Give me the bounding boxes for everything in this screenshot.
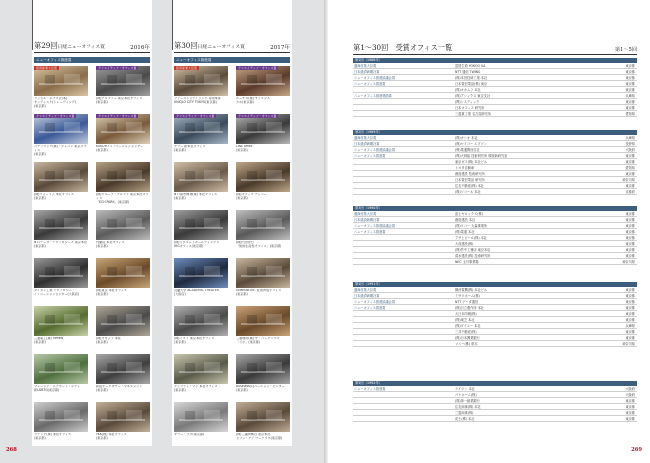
- office-photo[interactable]: [174, 114, 228, 144]
- table-row: [353, 260, 637, 265]
- award-category-cell: 日本経済新聞社賞: [354, 294, 380, 298]
- office-photo-image: [236, 162, 290, 192]
- prefecture-cell: 神奈川県: [622, 178, 635, 182]
- award-badge: クリエイティブ・オフィス賞: [176, 114, 215, 118]
- prefecture-cell: 東京都: [625, 160, 635, 164]
- office-caption: (株)内田洋行 「知的生産性オフィス」(東京都): [236, 241, 282, 248]
- table-row: [353, 236, 637, 241]
- office-name-cell: (株)電通関西支社: [455, 148, 480, 152]
- office-photo[interactable]: [174, 258, 228, 288]
- office-name-cell: 住友商事(株) 本社: [455, 405, 481, 409]
- office-photo-image: [174, 162, 228, 192]
- office-name-cell: パナホーム(株): [455, 393, 477, 397]
- prefecture-cell: 東京都: [625, 294, 635, 298]
- table-row: [353, 82, 637, 87]
- office-photo-image: [236, 306, 290, 336]
- prefecture-cell: 東京都: [625, 248, 635, 252]
- table-row: [353, 160, 637, 165]
- award-year-table: [353, 381, 637, 423]
- office-name-cell: 日本電信電話 研究所: [455, 178, 485, 182]
- office-caption: (株)リクルートホールディングス IHGオフィス(東京都): [174, 241, 220, 248]
- prefecture-cell: 長野県: [625, 142, 635, 146]
- office-photo-image: [236, 114, 290, 144]
- prefecture-cell: 東京都: [625, 100, 635, 104]
- office-name-cell: トヨタ自動車: [455, 166, 475, 170]
- office-photo-image: [34, 402, 88, 432]
- office-photo[interactable]: [96, 210, 150, 240]
- award-category-cell: ニューオフィス推進賞: [354, 387, 386, 391]
- office-photo-image: [236, 66, 290, 96]
- office-caption: ダイキン工業 テクノロジー・ イノベーションセンター(大阪府): [34, 289, 80, 296]
- office-name-cell: NTT 通信 TWINS: [455, 70, 481, 74]
- office-caption: 三菱電工(株) nimeis (東京都): [34, 337, 64, 344]
- award-29-title: 第29回: [34, 41, 58, 50]
- award-badge: クリエイティブ・オフィス賞: [98, 114, 137, 118]
- office-name-cell: 大成建設(株): [455, 242, 474, 246]
- office-name-cell: (株)シスディック: [455, 100, 480, 104]
- column-rule-30: [172, 0, 173, 50]
- office-photo-image: [174, 306, 228, 336]
- office-name-cell: 横河電機(株) 本社ビル: [455, 288, 488, 292]
- office-name-cell: (株)カシオ 本社: [455, 136, 478, 140]
- prefecture-cell: 大阪府: [625, 148, 635, 152]
- office-photo-image: [34, 354, 88, 384]
- office-caption: (株)ミスミ 東京本社オフィス (東京都): [174, 337, 215, 344]
- column-rule-29: [32, 0, 33, 50]
- prefecture-cell: 東京都: [625, 64, 635, 68]
- office-name-cell: ソニー(株) 厚木: [455, 342, 478, 346]
- office-photo-image: [34, 114, 88, 144]
- prefecture-cell: 兵庫県: [625, 136, 635, 140]
- prefecture-cell: 東京都: [625, 212, 635, 216]
- office-photo-image: [96, 402, 150, 432]
- table-row: [353, 324, 637, 329]
- table-row: [353, 212, 637, 217]
- table-row: [353, 411, 637, 416]
- table-row: [353, 106, 637, 111]
- award-year-table: [353, 58, 637, 118]
- office-photo[interactable]: [34, 162, 88, 192]
- office-photo[interactable]: [96, 258, 150, 288]
- award-category-cell: 通商産業大臣賞: [354, 64, 377, 68]
- award-category-cell: ニューオフィス推進奨励賞: [354, 94, 392, 98]
- award-category-cell: ニューオフィス推進賞: [354, 154, 386, 158]
- office-caption: サワー・ラボ(東京都): [174, 433, 205, 436]
- office-name-cell: 富士ゼロックス(株): [455, 212, 483, 216]
- office-photo-image: [96, 306, 150, 336]
- office-photo[interactable]: [96, 162, 150, 192]
- office-photo[interactable]: [96, 402, 150, 432]
- office-name-cell: (株)オカムラ 本社: [455, 88, 481, 92]
- award-30-category-bar: ニューオフィス推進賞: [174, 57, 290, 63]
- office-photo[interactable]: [236, 258, 290, 288]
- office-photo[interactable]: [174, 354, 228, 384]
- office-caption: マレーシア・エアポート・シティ 新LGBTQ(東京都): [34, 385, 81, 392]
- award-year-header: 第3回（1990年）: [353, 206, 637, 211]
- prefecture-cell: 東京都: [625, 330, 635, 334]
- prefecture-cell: 東京都: [625, 411, 635, 415]
- office-name-cell: 住友不動産(株) 本社: [455, 184, 484, 188]
- award-badge: クリエイティブ・オフィス賞: [238, 114, 277, 118]
- prefecture-cell: 東京都: [625, 172, 635, 176]
- table-row: [353, 100, 637, 105]
- award-30-subtitle: 日経ニューオフィス賞: [197, 45, 245, 50]
- office-photo[interactable]: [34, 402, 88, 432]
- office-name-cell: 富国生命 YOKOO SA: [455, 64, 486, 68]
- office-caption: (株)オフィス ナンバー (東京都): [236, 193, 267, 200]
- office-name-cell: 三井不動産(株): [455, 330, 477, 334]
- table-row: [353, 248, 637, 253]
- office-photo-image: [236, 402, 290, 432]
- office-caption: LINE office (東京都): [236, 145, 253, 152]
- office-caption: パナソニック(株)・ジャパン 東京オフィス (東京都): [34, 145, 87, 156]
- office-photo-image: [96, 114, 150, 144]
- prefecture-cell: 東京都: [625, 312, 635, 316]
- office-caption: Scientist Inc. 社員育成オフィス (東京都): [236, 289, 282, 296]
- award-category-cell: 通商産業大臣賞: [354, 288, 377, 292]
- prefecture-cell: 神奈川県: [622, 260, 635, 264]
- prefecture-cell: 東京都: [625, 336, 635, 340]
- office-name-cell: 三菱商事(株): [455, 411, 474, 415]
- award-category-cell: 日本経済新聞社賞: [354, 70, 380, 74]
- prefecture-cell: 愛知県: [625, 166, 635, 170]
- award-year-header: 第2回（1989年）: [353, 130, 637, 135]
- table-row: [353, 330, 637, 335]
- office-photo[interactable]: [96, 354, 150, 384]
- office-name-cell: 日本オフィス 研究所: [455, 106, 485, 110]
- prefecture-cell: 東京都: [625, 230, 635, 234]
- prefecture-cell: 東京都: [625, 254, 635, 258]
- table-row: [353, 342, 637, 347]
- table-row: [353, 172, 637, 177]
- table-row: [353, 218, 637, 223]
- prefecture-cell: 東京都: [625, 218, 635, 222]
- office-caption: アップティ・マン 本社オフィス (東京都): [174, 385, 218, 392]
- prefecture-cell: 東京都: [625, 88, 635, 92]
- office-name-cell: 花王(株) 本社: [455, 417, 475, 421]
- table-row: [353, 154, 637, 159]
- office-name-cell: NTT データ通信: [455, 300, 479, 304]
- office-photo-image: [174, 114, 228, 144]
- table-row: [353, 184, 637, 189]
- award-list-title: 第1〜30回 受賞オフィス一覧: [353, 43, 453, 52]
- prefecture-cell: 東京都: [625, 399, 635, 403]
- table-row: [353, 405, 637, 410]
- office-name-cell: (株)第一勧業銀行: [455, 399, 480, 403]
- table-row: [353, 300, 637, 305]
- office-name-cell: (株)本田技研工業 本社: [455, 76, 488, 80]
- office-name-cell: 鹿島建設 本社: [455, 218, 476, 222]
- office-photo-image: [96, 162, 150, 192]
- award-list-header: [353, 44, 637, 55]
- office-photo-image: [96, 354, 150, 384]
- office-photo[interactable]: [174, 210, 228, 240]
- office-caption: YKK(株) 本社オフィス (東京都): [96, 433, 127, 440]
- office-photo[interactable]: [236, 354, 290, 384]
- office-name-cell: NEC 玉川事業場: [455, 260, 479, 264]
- table-row: [353, 288, 637, 293]
- office-photo-image: [96, 210, 150, 240]
- award-year-table: [353, 206, 637, 266]
- table-row: [353, 312, 637, 317]
- office-caption: ラテック(株) 本社オフィス (東京都): [34, 433, 72, 440]
- table-row: [353, 76, 637, 81]
- award-30-title: 第30回: [174, 41, 198, 50]
- office-photo[interactable]: [174, 402, 228, 432]
- prefecture-cell: 東京都: [625, 288, 635, 292]
- award-30-header: [174, 42, 290, 53]
- office-photo-image: [174, 354, 228, 384]
- office-name-cell: 日本電信電話(株) 東京: [455, 82, 488, 86]
- office-caption: ヤフー 新本社オフィス (東京都): [174, 145, 206, 152]
- table-row: [353, 387, 637, 392]
- award-category-cell: ニューオフィス推進協議会賞: [354, 76, 396, 80]
- office-caption: ラッセル・ホブス(日本) サンディスク(トレーディング) (東京都): [34, 97, 76, 108]
- office-photo-image: [174, 402, 228, 432]
- office-name-cell: (株)ワコール 本社: [455, 190, 481, 194]
- award-category-cell: 日本経済新聞社賞: [354, 218, 380, 222]
- table-row: [353, 318, 637, 323]
- office-caption: 新宿オークタワー・マネジメント (東京都): [96, 385, 143, 392]
- award-category-cell: 通商産業大臣賞: [354, 212, 377, 216]
- award-category-cell: 日本経済新聞社賞: [354, 142, 380, 146]
- office-photo[interactable]: [236, 162, 290, 192]
- prefecture-cell: 神奈川県: [622, 342, 635, 346]
- prefecture-cell: 東京都: [625, 184, 635, 188]
- table-row: [353, 336, 637, 341]
- table-row: [353, 70, 637, 75]
- office-photo-image: [96, 66, 150, 96]
- table-row: [353, 254, 637, 259]
- office-caption: (株)アルファー 東京本社オフィス (東京都): [96, 97, 143, 104]
- office-photo[interactable]: [236, 114, 290, 144]
- award-year-table: [353, 282, 637, 348]
- table-row: [353, 112, 637, 117]
- prefecture-cell: 東京都: [625, 417, 635, 421]
- table-row: [353, 178, 637, 183]
- office-name-cell: 大日本印刷(株): [455, 312, 477, 316]
- prefecture-cell: 東京都: [625, 154, 635, 158]
- office-name-cell: (株)日本興業銀行: [455, 336, 480, 340]
- office-caption: NTTデータ・テクノロジーズ 東京本社 (東京都): [34, 241, 88, 248]
- office-photo[interactable]: [96, 66, 150, 96]
- award-year-header: 第1回（1988年）: [353, 58, 637, 63]
- office-photo[interactable]: [236, 306, 290, 336]
- office-photo[interactable]: [236, 210, 290, 240]
- office-name-cell: 三菱重工業 名古屋研究所: [455, 112, 492, 116]
- office-photo-image: [236, 354, 290, 384]
- office-name-cell: ミサワホーム(株): [455, 294, 480, 298]
- award-category-cell: ニューオフィス推進賞: [354, 306, 386, 310]
- office-caption: ホーチキ(株) サイエンス カホ(東京都): [236, 97, 270, 104]
- office-name-cell: (株)日立製作所 本社: [455, 306, 484, 310]
- table-row: [353, 417, 637, 422]
- prefecture-cell: 東京都: [625, 106, 635, 110]
- office-photo-image: [174, 258, 228, 288]
- table-row: [353, 148, 637, 153]
- office-photo[interactable]: [34, 114, 88, 144]
- table-row: [353, 142, 637, 147]
- table-row: [353, 393, 637, 398]
- prefecture-cell: 東京都: [625, 405, 635, 409]
- prefecture-cell: 大阪府: [625, 393, 635, 397]
- prefecture-cell: 東京都: [625, 76, 635, 80]
- office-caption: NTT都市開発(株) 本社オフィス (東京都): [174, 193, 218, 200]
- award-category-cell: ニューオフィス推進協議会賞: [354, 300, 396, 304]
- prefecture-cell: 兵庫県: [625, 324, 635, 328]
- page-gutter: [324, 0, 328, 463]
- office-name-cell: アサヒビール(株) 本社: [455, 236, 487, 240]
- table-row: [353, 94, 637, 99]
- left-page-number: 268: [6, 447, 17, 453]
- table-row: [353, 190, 637, 195]
- office-photo[interactable]: [96, 306, 150, 336]
- award-category-cell: ニューオフィス推進賞: [354, 82, 386, 86]
- office-photo[interactable]: [174, 306, 228, 336]
- prefecture-cell: 東京都: [625, 224, 635, 228]
- office-photo-image: [236, 258, 290, 288]
- award-category-cell: ニューオフィス推進協議会賞: [354, 148, 396, 152]
- office-photo-image: [34, 258, 88, 288]
- prefecture-cell: 東京都: [625, 236, 635, 240]
- table-row: [353, 88, 637, 93]
- office-photo[interactable]: [174, 162, 228, 192]
- prefecture-cell: 兵庫県: [625, 94, 635, 98]
- table-row: [353, 242, 637, 247]
- office-name-cell: (株)電通 本社: [455, 230, 475, 234]
- office-photo[interactable]: [236, 402, 290, 432]
- award-29-category-bar: ニューオフィス推進賞: [34, 57, 150, 63]
- table-row: [353, 166, 637, 171]
- office-photo[interactable]: [34, 258, 88, 288]
- prefecture-cell: 東京都: [625, 82, 635, 86]
- table-row: [353, 224, 637, 229]
- office-photo-image: [96, 258, 150, 288]
- office-name-cell: (株)リコー 大森事業所: [455, 224, 488, 228]
- award-year-header: 第4回（1991年）: [353, 282, 637, 287]
- office-caption: (株)東京 本社オフィス (東京都): [96, 289, 127, 296]
- office-name-cell: 鹿島建設 技術研究所: [455, 172, 485, 176]
- prefecture-cell: 東京都: [625, 318, 635, 322]
- award-list-subtitle: 第1〜5回: [614, 47, 637, 53]
- award-badge: クリエイティブ・オフィス賞: [238, 66, 277, 70]
- office-photo-image: [174, 210, 228, 240]
- office-photo-image: [236, 210, 290, 240]
- office-caption: KOKUYO イノベーションセンター (東京都): [96, 145, 144, 152]
- office-name-cell: (株)竹中工務店 東京本店: [455, 248, 491, 252]
- office-photo[interactable]: [174, 66, 228, 96]
- office-name-cell: (株)大林組 技術研究所 環境新研究室: [455, 154, 508, 158]
- office-caption: (株)フォーラム 本社オフィス (東京都): [34, 193, 74, 200]
- office-photo-image: [34, 66, 88, 96]
- award-category-cell: 通商産業大臣賞: [354, 136, 377, 140]
- table-row: [353, 64, 637, 69]
- office-name-cell: (株)アシックス 東京支社: [455, 94, 491, 98]
- office-name-cell: (株)東芝 本社: [455, 318, 475, 322]
- award-badge: クリエイティブ・オフィス賞: [36, 114, 75, 118]
- award-29-year: 2016年: [130, 45, 150, 51]
- award-29-header: [34, 42, 150, 53]
- office-photo-image: [34, 210, 88, 240]
- office-photo-image: [174, 66, 228, 96]
- table-row: [353, 399, 637, 404]
- office-photo[interactable]: [96, 114, 150, 144]
- office-caption: (株)グルーブ・アルファ 東京本社オフィス 「ECH PARK」(東京都): [96, 193, 149, 204]
- award-badge: クリエイティブ・オフィス賞: [98, 66, 137, 70]
- office-caption: ファーストリテイリング 有明本部 UNIQLO CITY TOKYO(東京都): [174, 97, 221, 104]
- office-caption: (株)オカムラ 本社 (東京都): [96, 337, 121, 344]
- award-category-cell: ニューオフィス推進賞: [354, 230, 386, 234]
- prefecture-cell: 京都府: [625, 190, 635, 194]
- award-29-subtitle: 日経ニューオフィス賞: [57, 45, 105, 50]
- award-year-table: [353, 130, 637, 196]
- table-row: [353, 136, 637, 141]
- prefecture-cell: 東京都: [625, 242, 635, 246]
- office-name-cell: (株)ダイエー 本社: [455, 324, 481, 328]
- prefecture-cell: 大阪府: [625, 387, 635, 391]
- prefecture-cell: 東京都: [625, 306, 635, 310]
- office-photo[interactable]: [34, 354, 88, 384]
- office-caption: Business(1)ベーション・センター (東京都): [236, 385, 285, 392]
- right-page-number: 269: [631, 447, 642, 453]
- award-30-year: 2017年: [270, 45, 290, 51]
- office-caption: (株)三越伊勢丹 東京本社 セブン・アイ ワークラボ(東京都): [236, 433, 283, 440]
- prefecture-cell: 愛知県: [625, 112, 635, 116]
- office-name-cell: 清水建設(株) 技術研究所: [455, 254, 491, 258]
- table-row: [353, 294, 637, 299]
- office-photo[interactable]: [34, 66, 88, 96]
- prefecture-cell: 東京都: [625, 300, 635, 304]
- office-photo-image: [34, 162, 88, 192]
- table-row: [353, 230, 637, 235]
- office-photo[interactable]: [34, 210, 88, 240]
- table-row: [353, 306, 637, 311]
- office-name-cell: テイジン 本社: [455, 387, 475, 391]
- office-photo[interactable]: [34, 306, 88, 336]
- award-category-cell: ニューオフィス推進協議会賞: [354, 224, 396, 228]
- office-photo[interactable]: [236, 66, 290, 96]
- office-caption: 三菱地所(株) ザ・パークハウス 「ラボ」(東京都): [236, 337, 280, 344]
- office-caption: 内閣府 本社オフィス (東京都): [96, 241, 125, 248]
- office-name-cell: (株)セイコー エプソン: [455, 142, 487, 146]
- award-year-header: 第5回（1992年）: [353, 381, 637, 386]
- prefecture-cell: 東京都: [625, 70, 635, 74]
- office-photo-image: [34, 306, 88, 336]
- award-badge: 経済産業大臣賞: [36, 66, 58, 70]
- award-badge: 経済産業大臣賞: [176, 66, 198, 70]
- office-caption: 近畿大学 ACADEMIC THEATER (大阪府): [174, 289, 219, 296]
- office-name-cell: 東京ガス(株) 本社ビル: [455, 160, 488, 164]
